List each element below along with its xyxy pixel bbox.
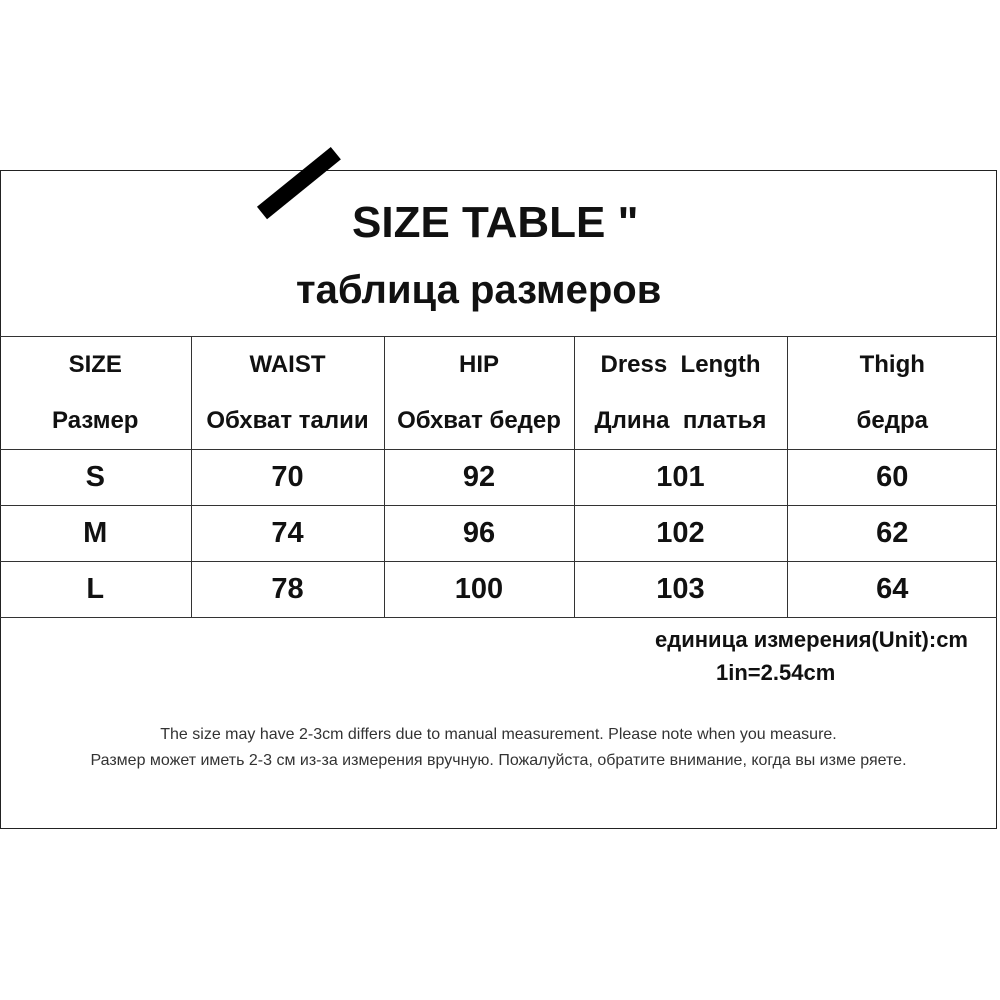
cell-hip: 100	[384, 562, 574, 618]
title-english: SIZE TABLE "	[352, 198, 639, 247]
header-dress-length-en: Dress Length	[600, 351, 761, 378]
header-size-en: SIZE	[68, 351, 122, 378]
cell-dress-length: 101	[574, 450, 787, 506]
cell-waist: 78	[191, 562, 384, 618]
cell-waist: 70	[191, 450, 384, 506]
cell-size: S	[0, 450, 191, 506]
header-hip-ru: Обхват бедер	[397, 407, 561, 434]
title-russian: таблица размеров	[296, 268, 662, 312]
table-row	[0, 506, 997, 562]
note-english: The size may have 2-3cm differs due to manual measurement. Please note when you measure.	[160, 726, 837, 743]
header-dress-length	[574, 337, 787, 450]
cell-hip: 96	[384, 506, 574, 562]
header-thigh-en: Thigh	[859, 351, 925, 378]
header-hip-en: HIP	[458, 351, 499, 378]
measurement-notes	[0, 722, 997, 774]
header-size	[0, 337, 191, 450]
cell-hip: 92	[384, 450, 574, 506]
header-dress-length-ru: Длина платья	[594, 407, 767, 434]
size-table	[0, 336, 997, 618]
cell-thigh: 60	[787, 450, 997, 506]
cell-size: L	[0, 562, 191, 618]
conversion-note: 1in=2.54cm	[716, 660, 836, 685]
header-size-ru: Размер	[52, 407, 139, 434]
cell-dress-length: 103	[574, 562, 787, 618]
table-row	[0, 562, 997, 618]
table-row	[0, 450, 997, 506]
header-hip	[384, 337, 574, 450]
header-thigh-ru: бедра	[856, 407, 928, 434]
header-thigh	[787, 337, 997, 450]
note-russian: Размер может иметь 2-3 см из-за измерения вручную. Пожалуйста, обратите внимание, когда вы изме ряете.	[90, 752, 907, 769]
cell-thigh: 64	[787, 562, 997, 618]
header-waist-en: WAIST	[249, 351, 326, 378]
table-header-row	[0, 337, 997, 450]
cell-thigh: 62	[787, 506, 997, 562]
cell-dress-length: 102	[574, 506, 787, 562]
header-waist	[191, 337, 384, 450]
unit-note: единица измерения(Unit):cm	[655, 627, 968, 652]
cell-size: M	[0, 506, 191, 562]
header-waist-ru: Обхват талии	[206, 407, 369, 434]
cell-waist: 74	[191, 506, 384, 562]
